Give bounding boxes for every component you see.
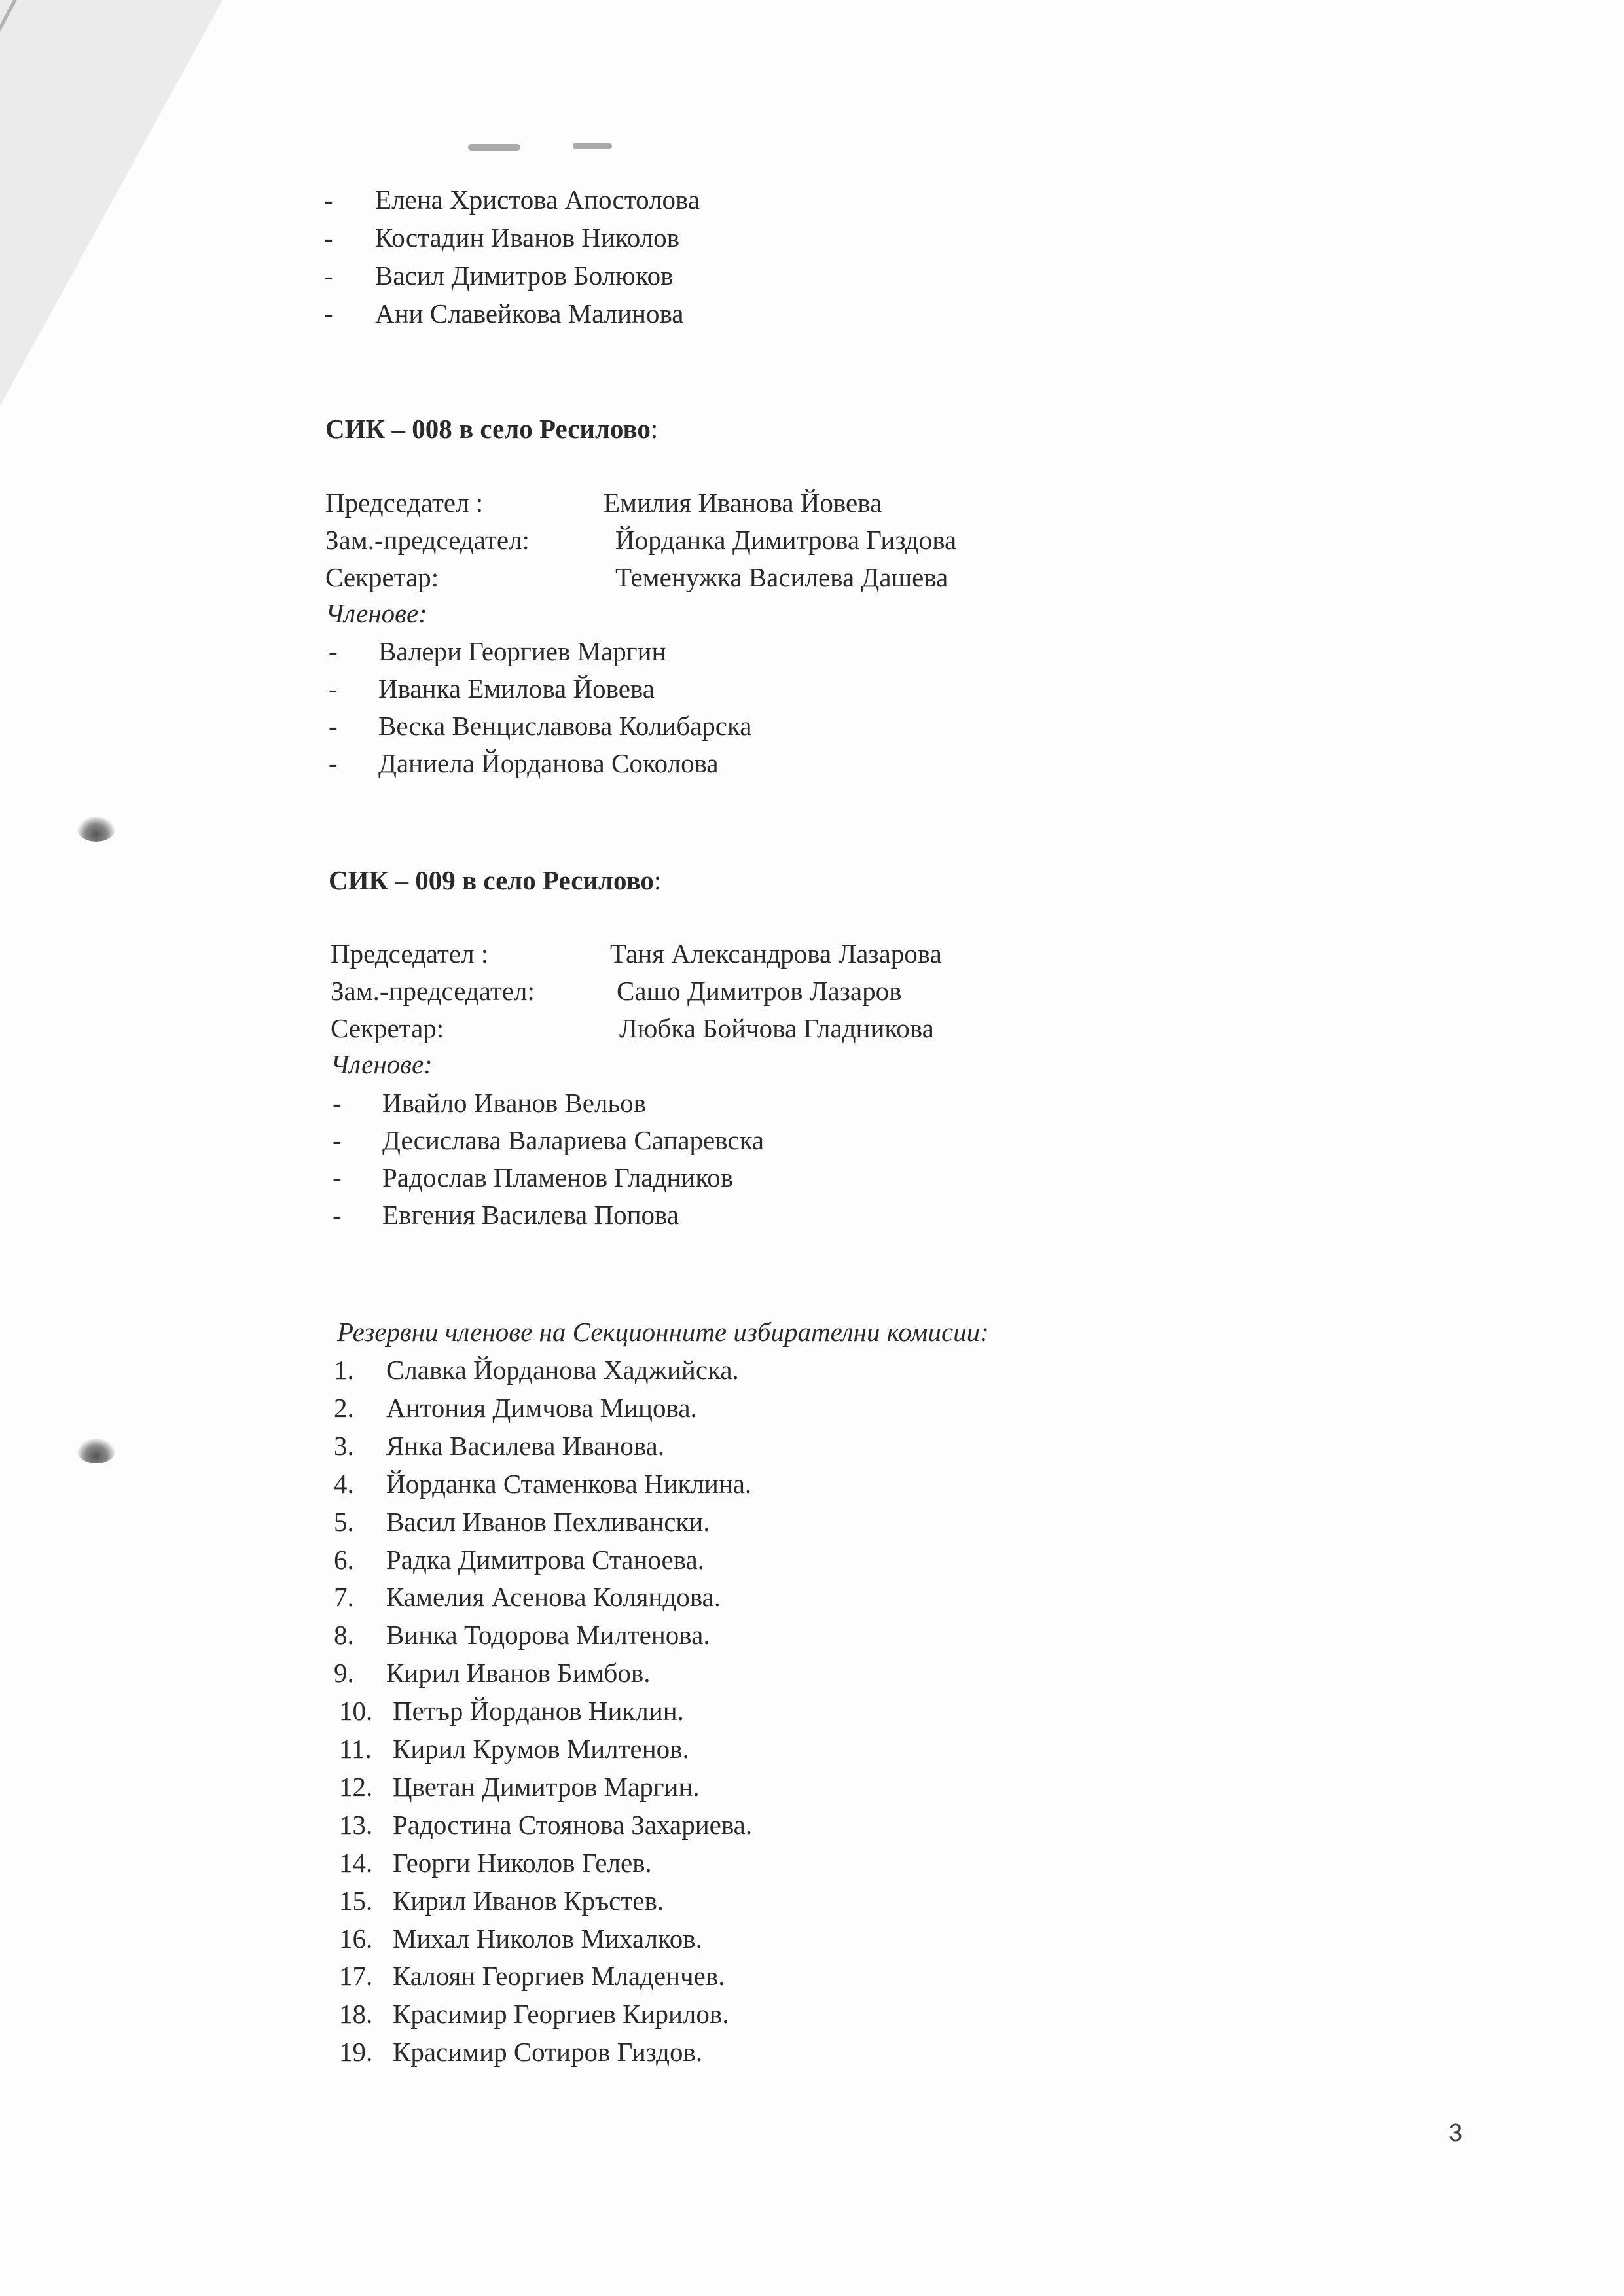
list-number: 5. bbox=[334, 1507, 354, 1537]
dash-bullet: - bbox=[324, 260, 333, 291]
list-item bbox=[324, 221, 679, 254]
role-label: Секретар: bbox=[331, 1013, 444, 1043]
reserve-member-name: Кирил Иванов Кръстев. bbox=[393, 1886, 664, 1916]
member-name: Ани Славейкова Малинова bbox=[375, 298, 684, 329]
reserve-member-name: Камелия Асенова Коляндова. bbox=[386, 1582, 721, 1612]
dash-bullet: - bbox=[329, 636, 338, 666]
list-number: 12. bbox=[339, 1772, 373, 1802]
reserve-list-item bbox=[339, 1846, 652, 1879]
section-heading: СИК – 008 в село Ресилово: bbox=[325, 414, 659, 444]
dash-bullet: - bbox=[324, 223, 333, 253]
reserve-list-item bbox=[334, 1354, 739, 1386]
list-number: 15. bbox=[339, 1886, 373, 1916]
reserve-member-name: Антония Димчова Мицова. bbox=[386, 1393, 697, 1423]
list-item bbox=[329, 635, 666, 668]
reserve-member-name: Янка Василева Иванова. bbox=[386, 1431, 664, 1461]
member-name: Даниела Йорданова Соколова bbox=[378, 748, 719, 778]
reserve-member-name: Йорданка Стаменкова Никлина. bbox=[386, 1469, 752, 1499]
list-item bbox=[324, 259, 674, 292]
dash-bullet: - bbox=[333, 1125, 342, 1155]
reserve-list-item bbox=[339, 1922, 702, 1955]
role-label: Зам.-председател: bbox=[325, 525, 530, 555]
reserve-member-name: Радка Димитрова Станоева. bbox=[386, 1545, 704, 1575]
list-item bbox=[329, 672, 655, 705]
members-label: Членове: bbox=[325, 598, 427, 628]
reserve-member-name: Георги Николов Гелев. bbox=[393, 1848, 652, 1878]
reserve-list-item bbox=[339, 1884, 664, 1917]
list-item bbox=[329, 709, 752, 742]
list-number: 11. bbox=[339, 1734, 372, 1764]
reserve-list-item bbox=[339, 1732, 689, 1765]
member-name: Васил Димитров Болюков bbox=[375, 260, 674, 291]
punch-hole-mark bbox=[77, 1439, 115, 1463]
member-name: Ивайло Иванов Вельов bbox=[382, 1088, 647, 1118]
reserve-list-item bbox=[339, 1695, 684, 1727]
list-item bbox=[324, 297, 683, 330]
member-name: Иванка Емилова Йовева bbox=[378, 673, 655, 704]
reserve-member-name: Красимир Георгиев Кирилов. bbox=[393, 1999, 729, 2029]
dash-bullet: - bbox=[324, 185, 333, 215]
scan-smudge bbox=[573, 143, 612, 149]
list-item bbox=[333, 1124, 764, 1157]
reserve-list-item bbox=[334, 1467, 751, 1500]
reserve-list-item bbox=[339, 1998, 729, 2030]
list-number: 16. bbox=[339, 1924, 373, 1954]
role-label: Секретар: bbox=[325, 562, 439, 592]
reserve-member-name: Михал Николов Михалков. bbox=[393, 1924, 702, 1954]
scan-smudge bbox=[468, 144, 520, 151]
reserve-member-name: Кирил Крумов Милтенов. bbox=[393, 1734, 689, 1764]
member-name: Елена Христова Апостолова bbox=[375, 185, 700, 215]
reserve-list-item bbox=[339, 1808, 752, 1841]
reserve-member-name: Кирил Иванов Бимбов. bbox=[386, 1658, 651, 1688]
reserve-member-name: Цветан Димитров Маргин. bbox=[393, 1772, 700, 1802]
reserve-list-item bbox=[334, 1391, 697, 1424]
list-number: 8. bbox=[334, 1620, 354, 1650]
dash-bullet: - bbox=[329, 748, 338, 778]
list-number: 3. bbox=[334, 1431, 354, 1461]
role-label: Зам.-председател: bbox=[331, 976, 535, 1006]
dash-bullet: - bbox=[333, 1200, 342, 1230]
list-item bbox=[333, 1198, 679, 1231]
dash-bullet: - bbox=[329, 673, 338, 704]
dash-bullet: - bbox=[324, 298, 333, 329]
reserve-list-item bbox=[334, 1619, 710, 1651]
punch-hole-mark bbox=[77, 817, 115, 842]
reserve-list-item bbox=[334, 1505, 710, 1538]
reserve-member-name: Славка Йорданова Хаджийска. bbox=[386, 1355, 739, 1385]
list-item bbox=[324, 183, 700, 216]
reserve-list-item bbox=[339, 2036, 702, 2068]
reserve-list-item bbox=[334, 1543, 704, 1576]
list-item bbox=[333, 1161, 733, 1194]
section-heading: СИК – 009 в село Ресилово: bbox=[329, 865, 662, 895]
list-number: 18. bbox=[339, 1999, 373, 2029]
role-name: Теменужка Василева Дашева bbox=[615, 562, 948, 592]
reserve-member-name: Радостина Стоянова Захариева. bbox=[393, 1810, 753, 1840]
role-name: Емилия Иванова Йовева bbox=[604, 488, 882, 518]
role-name: Любка Бойчова Гладникова bbox=[619, 1013, 934, 1043]
list-number: 10. bbox=[339, 1696, 373, 1726]
reserve-list-item bbox=[334, 1657, 651, 1689]
member-name: Веска Венциславова Колибарска bbox=[378, 711, 752, 741]
list-number: 9. bbox=[334, 1658, 354, 1688]
reserve-title: Резервни членове на Секционните избирателни комисии: bbox=[337, 1317, 989, 1347]
member-name: Радослав Пламенов Гладников bbox=[382, 1162, 734, 1193]
reserve-member-name: Петър Йорданов Никлин. bbox=[393, 1696, 684, 1726]
member-name: Костадин Иванов Николов bbox=[375, 223, 679, 253]
list-number: 17. bbox=[339, 1961, 373, 1991]
page-number: 3 bbox=[1449, 2119, 1463, 2147]
role-label: Председател : bbox=[331, 939, 489, 969]
list-number: 4. bbox=[334, 1469, 354, 1499]
role-name: Сашо Димитров Лазаров bbox=[617, 976, 902, 1006]
reserve-list-item bbox=[334, 1429, 664, 1462]
dash-bullet: - bbox=[329, 711, 338, 741]
dash-bullet: - bbox=[333, 1162, 342, 1193]
list-number: 14. bbox=[339, 1848, 373, 1878]
reserve-member-name: Калоян Георгиев Младенчев. bbox=[393, 1961, 725, 1991]
list-number: 2. bbox=[334, 1393, 354, 1423]
list-item bbox=[333, 1086, 646, 1119]
reserve-list-item bbox=[334, 1581, 721, 1613]
reserve-member-name: Красимир Сотиров Гиздов. bbox=[393, 2037, 703, 2067]
list-number: 7. bbox=[334, 1582, 354, 1612]
reserve-member-name: Винка Тодорова Милтенова. bbox=[386, 1620, 710, 1650]
reserve-list-item bbox=[339, 1960, 725, 1992]
list-number: 6. bbox=[334, 1545, 354, 1575]
list-number: 19. bbox=[339, 2037, 373, 2067]
page-fold-artifact bbox=[0, 0, 223, 406]
role-name: Йорданка Димитрова Гиздова bbox=[615, 525, 957, 555]
role-label: Председател : bbox=[325, 488, 484, 518]
member-name: Десислава Валариева Сапаревска bbox=[382, 1125, 765, 1155]
role-name: Таня Александрова Лазарова bbox=[610, 939, 942, 969]
dash-bullet: - bbox=[333, 1088, 342, 1118]
list-number: 1. bbox=[334, 1355, 354, 1385]
reserve-list-item bbox=[339, 1770, 700, 1803]
list-number: 13. bbox=[339, 1810, 373, 1840]
members-label: Членове: bbox=[331, 1049, 433, 1079]
list-item bbox=[329, 747, 719, 780]
member-name: Валери Георгиев Маргин bbox=[378, 636, 666, 666]
reserve-member-name: Васил Иванов Пехливански. bbox=[386, 1507, 710, 1537]
member-name: Евгения Василева Попова bbox=[382, 1200, 679, 1230]
